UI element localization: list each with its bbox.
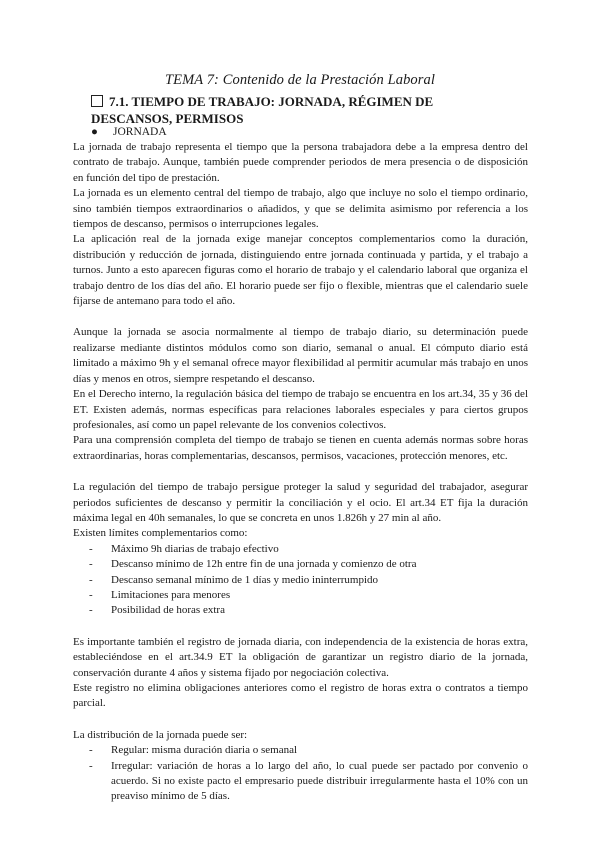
bullet-icon: ● (91, 126, 98, 138)
list-item (73, 759, 528, 805)
paragraph: La regulación del tiempo de trabajo persigue proteger la salud y seguridad del trabajador, asegurar periodos suficientes de descanso y permitir la conciliación y el ocio. El art.34 ET fija la duración máxima legal en 40h semanales, lo que se concreta en unos 1.826h y 27 min al año. (73, 481, 528, 524)
paragraph: Este registro no elimina obligaciones anteriores como el registro de horas extra o contratos a tiempo parcial. (73, 682, 528, 710)
body-text (73, 140, 528, 805)
list-item (73, 542, 528, 557)
list-item (73, 743, 528, 758)
dash-icon: - (89, 588, 93, 601)
section-heading-text: 7.1. TIEMPO DE TRABAJO: JORNADA, RÉGIMEN DE DESCANSOS, PERMISOS (91, 94, 434, 126)
paragraph: Existen límites complementarios como: (73, 527, 248, 540)
list-item-text: Descanso mínimo de 12h entre fin de una jornada y comienzo de otra (111, 558, 417, 571)
dash-icon: - (89, 604, 93, 617)
paragraph: Es importante también el registro de jornada diaria, con independencia de la existencia de horas extra, estableciéndose en el art.34.9 ET la obligación de garantizar un registro diario de la jornada, conservación durante 4 años y sistema fijado por negociación colectiva. (73, 635, 528, 679)
dash-icon: - (89, 573, 93, 586)
list-item (73, 588, 528, 603)
checkbox-icon (91, 95, 103, 107)
paragraph: Aunque la jornada se asocia normalmente al tiempo de trabajo diario, su determinación puede realizarse mediante distintos módulos como son diario, semanal o anual. El cómputo diario está limitado a máximo 9h y el semanal ofrece mayor flexibilidad al permitir acumular más trabajo en unos días y menos en otros, siempre respetando el descanso. (73, 326, 528, 385)
paragraph: La jornada de trabajo representa el tiempo que la persona trabajadora debe a la empresa dentro del contrato de trabajo. Aunque, también puede comprender periodos de mera presencia o de disposición en función del tipo de prestación. (73, 141, 528, 184)
paragraph: La distribución de la jornada puede ser: (73, 728, 248, 741)
dash-icon: - (89, 759, 93, 772)
dash-icon: - (89, 744, 93, 757)
list-item-text: Máximo 9h diarias de trabajo efectivo (111, 542, 279, 555)
list-item-text: Descanso semanal mínimo de 1 días y medio ininterrumpido (111, 573, 379, 586)
subheading-bullet (91, 125, 167, 139)
distribution-list (73, 743, 528, 805)
section-heading (91, 93, 511, 127)
paragraph: En el Derecho interno, la regulación básica del tiempo de trabajo se encuentra en los art.34, 35 y 36 del ET. Existen además, normas específicas para relaciones laborales especiales y para ciertos grupos profesionales, así como un papel relevante de los convenios colectivos. (73, 388, 528, 431)
list-item-text: Posibilidad de horas extra (111, 604, 225, 617)
dash-icon: - (89, 558, 93, 571)
subheading-text: JORNADA (113, 126, 167, 138)
dash-icon: - (89, 542, 93, 555)
paragraph: La jornada es un elemento central del tiempo de trabajo, algo que incluye no solo el tiempo ordinario, sino también tiempos extraordinarios o añadidos, y que se delimita asimismo por referencia a los tiempos de descanso, permisos o interrupciones legales. (73, 187, 528, 231)
list-item-text: Limitaciones para menores (111, 588, 231, 601)
list-item-text: Irregular: variación de horas a lo largo del año, lo cual puede ser pactado por convenio o acuerdo. Si no existe pacto el empresario puede distribuir irregularmente hasta el 10% con un preaviso mínimo de 5 días. (111, 759, 528, 803)
list-item-text: Regular: misma duración diaria o semanal (111, 744, 298, 757)
list-item (73, 603, 528, 618)
page-title: TEMA 7: Contenido de la Prestación Laboral (164, 72, 436, 88)
paragraph: Para una comprensión completa del tiempo de trabajo se tienen en cuenta además normas sobre horas extraordinarias, horas complementarias, descansos, permisos, vacaciones, protección menores, etc. (73, 434, 528, 462)
list-item (73, 557, 528, 572)
paragraph: La aplicación real de la jornada exige manejar conceptos complementarios como la duración, distribución y reducción de jornada, distinguiendo entre jornada continuada y partida, y el trabajo a turnos. Junto a esto aparecen figuras como el horario de trabajo y el calendario laboral que organiza el trabajo dentro de los días del año. El horario puede ser fijo o flexible, mientras que el calendario suele fijarse de antemano para todo el año. (73, 233, 528, 308)
list-item (73, 573, 528, 588)
limits-list (73, 542, 528, 619)
